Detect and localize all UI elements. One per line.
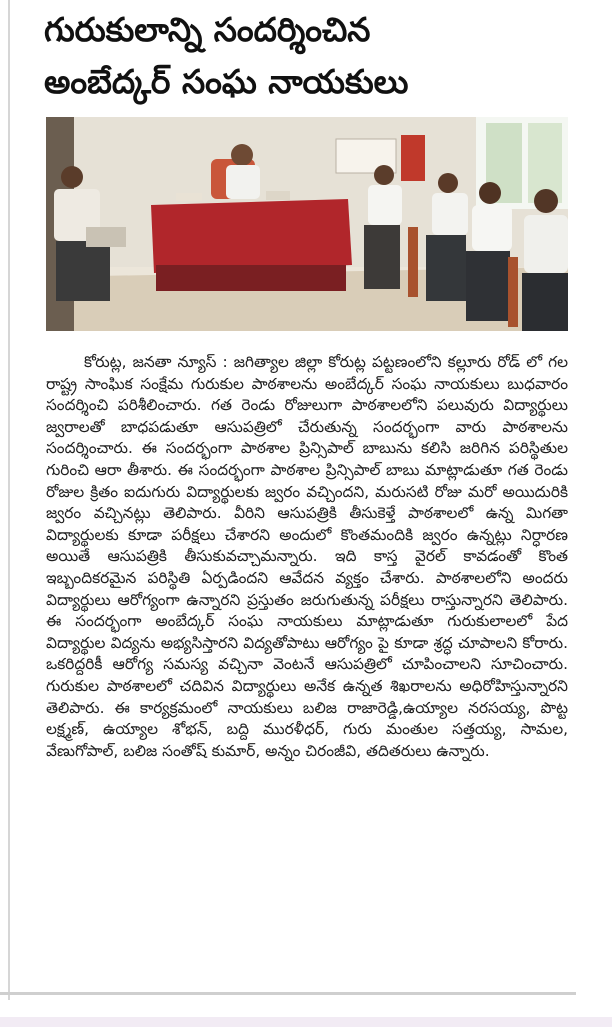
headline — [44, 4, 604, 108]
headline-line-2: అంబేద్కర్ సంఘ నాయకులు — [44, 62, 409, 101]
article-body: కోరుట్ల, జనతా న్యూస్ : జగిత్యాల జిల్లా కోరుట్ల పట్టణంలోని కల్లూరు రోడ్ లో గల రాష్ట్ర సాంఘిక సంక్షేమ గురుకుల పాఠశాలను అంబేద్కర్ సంఘ నాయకులు బుధవారం సందర్శించి పరిశీలించారు. గత రెండు రోజులుగా పాఠశాలలోని పలువురు విద్యార్థులు జ్వరాలతో బాధపడుతూ ఆసుపత్రిలో చేరుతున్న సందర్భంగా వారు పాఠశాలను సందర్శించారు. ఈ సందర్భంగా పాఠశాల ప్రిన్సిపాల్ బాబును కలిసి జరిగిన పరిస్థితుల గురించి ఆరా తీశారు. ఈ సందర్భంగా పాఠశాల ప్రిన్సిపాల్ బాబు మాట్లాడుతూ గత రెండు రోజుల క్రితం ఐదుగురు విద్యార్థులకు జ్వరం వచ్చిందని, మరుసటి రోజు మరో అయిదురికి జ్వరం వచ్చినట్లు తెలిపారు. వీరిని ఆసుపత్రికి తీసుకెళ్తే పాఠశాలలో ఉన్న మిగతా విద్యార్థులకు కూడా పరీక్షలు చేశారని అందులో కొంతమందికి జ్వరం ఉన్నట్లు నిర్ధారణ అయితే ఆసుపత్రికి తీసుకువచ్చామన్నారు. ఇది కాస్త వైరల్ కావడంతో కొంత ఇబ్బందికరమైన పరిస్థితి ఏర్పడిందని ఆవేదన వ్యక్తం చేశారు. పాఠశాలలోని అందరు విద్యార్థులు ఆరోగ్యంగా ఉన్నారని ప్రస్తుతం జరుగుతున్న పరీక్షలు రాస్తున్నారని తెలిపారు. ఈ సందర్భంగా అంబేద్కర్ సంఘ నాయకులు మాట్లాడుతూ గురుకులాలలో పేద విద్యార్థుల విద్యను అభ్యసిస్తారని విద్యతోపాటు ఆరోగ్యం పై కూడా శ్రద్ధ చూపాలని కోరారు. ఒకరిద్దరికీ ఆరోగ్య సమస్య వచ్చినా వెంటనే ఆసుపత్రిలో చూపించాలని సూచించారు. గురుకుల పాఠశాలలో చదివిన విద్యార్థులు అనేక ఉన్నత శిఖరాలను అధిరోహిస్తున్నారని తెలిపారు. ఈ కార్యక్రమంలో నాయకులు బలిజ రాజారెడ్డి,ఉయ్యాల నరసయ్య, పొట్ట లక్ష్మణ్, ఉయ్యాల శోభన్, బద్ది మురళీధర్, గురు మంతుల సత్తయ్య, సామల, వేణుగోపాల్, బలిజ సంతోష్ కుమార్, అన్నం చిరంజీవి, తదితరులు ఉన్నారు. — [46, 353, 568, 760]
headline-line-1: గురుకులాన్ని సందర్శించిన — [44, 10, 371, 49]
news-photo — [46, 117, 568, 331]
bottom-rule — [0, 992, 576, 995]
left-column-rule — [8, 0, 10, 1000]
bottom-band — [0, 1017, 612, 1027]
